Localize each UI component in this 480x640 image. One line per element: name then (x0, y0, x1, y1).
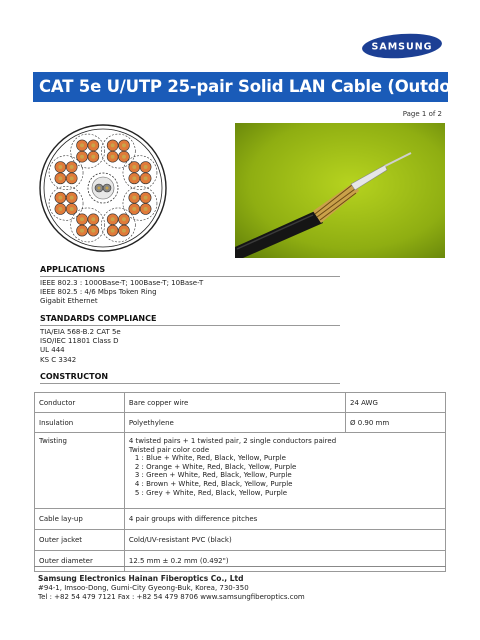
table-row (35, 413, 446, 433)
twisting-details (124, 433, 445, 509)
title-bar (33, 72, 477, 102)
table-row (35, 433, 446, 509)
color-code-line: 3 : Green + White, Red, Black, Yellow, Purple (134, 471, 292, 480)
row-label: Insulation (35, 413, 125, 433)
standards-line: ISO/IEC 11801 Class D (40, 337, 119, 346)
page-title: CAT 5e U/UTP 25-pair Solid LAN Cable (Outdoor) (39, 77, 477, 96)
standards-list (40, 328, 121, 365)
applications-line: IEEE 802.3 : 1000Base-T; 100Base-T; 10Base-T (40, 279, 204, 287)
applications-line: IEEE 802.5 : 4/6 Mbps Token Ring (40, 288, 157, 297)
row-label: Conductor (35, 393, 125, 413)
twisting-line: 4 twisted pairs + 1 twisted pair, 2 single conductors paired (128, 437, 337, 445)
color-code-line: 4 : Brown + White, Red, Black, Yellow, Purple (134, 479, 293, 488)
page-number: Page 1 of 2 (402, 110, 442, 118)
divider (40, 325, 340, 326)
row-value: Bare copper wire (124, 393, 345, 413)
samsung-logo (361, 33, 443, 59)
applications-list (40, 279, 203, 307)
row-label: Cable lay-up (35, 509, 125, 530)
standards-line: UL 444 (40, 346, 65, 355)
footer-divider (34, 566, 446, 567)
company-name: Samsung Electronics Hainan Fiberoptics Co., Ltd (38, 574, 244, 583)
row-value: Polyethylene (124, 413, 345, 433)
standards-heading: STANDARDS COMPLIANCE (40, 314, 157, 323)
cable-cross-section (38, 123, 168, 253)
applications-line: Gigabit Ethernet (40, 297, 98, 306)
table-row (35, 551, 446, 572)
twisting-line: Twisted pair color code (128, 445, 210, 454)
logo-text: SAMSUNG (371, 41, 433, 53)
construction-heading: CONSTRUCTON (40, 372, 109, 381)
color-code-line: 1 : Blue + White, Red, Black, Yellow, Purple (134, 454, 286, 463)
company-contact: Tel : +82 54 479 7121 Fax : +82 54 479 8706 www.samsungfiberoptics.com (38, 593, 305, 601)
table-row (35, 393, 446, 413)
color-code-line: 2 : Orange + White, Red, Black, Yellow, Purple (134, 462, 297, 471)
standards-line: KS C 3342 (40, 355, 77, 364)
cable-photo (235, 123, 445, 258)
row-extra: 24 AWG (346, 393, 446, 413)
row-value: 4 pair groups with difference pitches (124, 509, 445, 530)
row-label: Outer jacket (35, 530, 125, 551)
construction-table (34, 392, 446, 572)
divider (40, 383, 340, 384)
footer (38, 574, 305, 603)
table-row (35, 530, 446, 551)
row-label: Outer diameter (35, 551, 125, 572)
applications-heading: APPLICATIONS (40, 265, 106, 274)
row-label: Twisting (35, 433, 125, 509)
row-extra: Ø 0.90 mm (346, 413, 446, 433)
row-value: 12.5 mm ± 0.2 mm (0.492") (124, 551, 445, 572)
company-address: #94-1, Imsoo-Dong, Gumi-City Gyeong-Buk, Korea, 730-350 (38, 583, 249, 592)
divider (40, 276, 340, 277)
row-value: Cold/UV-resistant PVC (black) (124, 530, 445, 551)
color-code-line: 5 : Grey + White, Red, Black, Yellow, Purple (134, 488, 288, 497)
table-row (35, 509, 446, 530)
standards-line: TIA/EIA 568-B.2 CAT 5e (40, 328, 121, 336)
